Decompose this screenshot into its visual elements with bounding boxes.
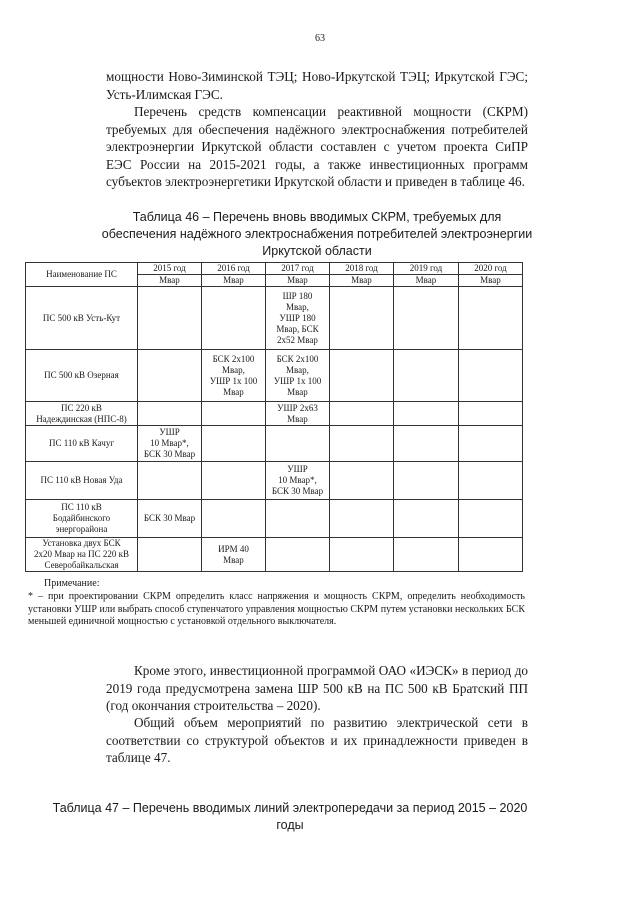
table-cell (202, 462, 266, 500)
table-cell (459, 426, 523, 462)
table-cell: БСК 2х100 Мвар, УШР 1х 100 Мвар (266, 350, 330, 402)
substation-name: ПС 500 кВ Усть-Кут (26, 287, 138, 350)
table-cell (394, 402, 459, 426)
table-cell: ШР 180 Мвар, УШР 180 Мвар, БСК 2х52 Мвар (266, 287, 330, 350)
note-text: * – при проектировании СКРМ определить класс напряжения и мощность СКРМ, определить необходимость установки УШР или выбрать способ ступенчатого управления мощностью СКРМ путем установки нескольких БСК меньшей единичной мощностью с установкой отдельного выключателя. (28, 591, 525, 628)
paragraph-continuation: мощности Ново-Зиминской ТЭЦ; Ново-Иркутской ТЭЦ; Иркутской ГЭС; Усть-Илимская ГЭС. (106, 69, 528, 102)
year-header: 2019 год (394, 263, 459, 275)
table-cell (202, 402, 266, 426)
substation-name: ПС 110 кВ Новая Уда (26, 462, 138, 500)
table-47-caption: Таблица 47 – Перечень вводимых линий электропередачи за период 2015 – 2020 годы (52, 801, 528, 832)
table-cell (202, 287, 266, 350)
table-cell (266, 426, 330, 462)
year-header: 2018 год (330, 263, 394, 275)
table-cell (330, 350, 394, 402)
table-cell: БСК 2х100 Мвар, УШР 1х 100 Мвар (202, 350, 266, 402)
paragraph-skrm-list: Перечень средств компенсации реактивной мощности (СКРМ) требуемых для обеспечения надёжного электроснабжения потребителей электроэнергии Иркутской области составлен с учетом проекта СиПР ЕЭС России на 2015-2021 годы, а также инвестиционных программ субъектов электроэнергетики Иркутской области и приведен в таблице 46. (106, 104, 528, 189)
table-cell (459, 350, 523, 402)
substation-name: ПС 220 кВ Надеждинская (НПС-8) (26, 402, 138, 426)
table-cell (138, 350, 202, 402)
table-cell (330, 538, 394, 572)
year-header: 2020 год (459, 263, 523, 275)
table-cell (459, 538, 523, 572)
table-cell (266, 538, 330, 572)
table-cell (394, 538, 459, 572)
table-46 (25, 262, 523, 572)
unit-header: Мвар (330, 275, 394, 287)
table-cell (266, 500, 330, 538)
table-cell (138, 402, 202, 426)
table-cell (202, 500, 266, 538)
table-cell: УШР 10 Мвар*, БСК 30 Мвар (138, 426, 202, 462)
paragraph-iesk: Кроме этого, инвестиционной программой ОАО «ИЭСК» в период до 2019 года предусмотрена замена ШР 500 кВ на ПС 500 кВ Братский ПП (год окончания строительства – 2020). (106, 663, 528, 713)
table-cell (394, 426, 459, 462)
table-cell (138, 462, 202, 500)
table-row (26, 402, 523, 426)
substation-name: ПС 500 кВ Озерная (26, 350, 138, 402)
unit-header: Мвар (394, 275, 459, 287)
table-cell (138, 538, 202, 572)
note-title: Примечание: (44, 578, 100, 589)
table-row (26, 500, 523, 538)
table-cell: ИРМ 40 Мвар (202, 538, 266, 572)
page-number: 63 (315, 33, 325, 44)
paragraph-total: Общий объем мероприятий по развитию электрической сети в соответствии со структурой объектов и их принадлежности приведен в таблице 47. (106, 715, 528, 765)
table-cell (459, 402, 523, 426)
table-cell (330, 402, 394, 426)
table-46-caption: Таблица 46 – Перечень вновь вводимых СКРМ, требуемых для обеспечения надёжного электроснабжения потребителей электроэнергии Иркутской области (101, 210, 533, 258)
table-cell (202, 426, 266, 462)
table-cell (394, 462, 459, 500)
substation-name: ПС 110 кВ Качуг (26, 426, 138, 462)
substation-name: Установка двух БСК 2х20 Мвар на ПС 220 кВ Северобайкальская (26, 538, 138, 572)
table-cell: УШР 2х63 Мвар (266, 402, 330, 426)
column-header-name: Наименование ПС (26, 263, 138, 287)
unit-header: Мвар (266, 275, 330, 287)
table-row (26, 350, 523, 402)
table-cell: УШР 10 Мвар*, БСК 30 Мвар (266, 462, 330, 500)
table-cell (330, 287, 394, 350)
table-header-years (26, 263, 523, 275)
table-cell (394, 350, 459, 402)
table-cell (459, 462, 523, 500)
table-row (26, 426, 523, 462)
table-cell (459, 500, 523, 538)
table-cell (330, 462, 394, 500)
table-row (26, 287, 523, 350)
table-row (26, 462, 523, 500)
table-cell: БСК 30 Мвар (138, 500, 202, 538)
table-cell (330, 500, 394, 538)
table-cell (459, 287, 523, 350)
unit-header: Мвар (202, 275, 266, 287)
table-cell (394, 287, 459, 350)
year-header: 2015 год (138, 263, 202, 275)
unit-header: Мвар (459, 275, 523, 287)
unit-header: Мвар (138, 275, 202, 287)
table-cell (138, 287, 202, 350)
table-row (26, 538, 523, 572)
year-header: 2016 год (202, 263, 266, 275)
table-cell (330, 426, 394, 462)
table-cell (394, 500, 459, 538)
year-header: 2017 год (266, 263, 330, 275)
substation-name: ПС 110 кВ Бодайбинского энергорайона (26, 500, 138, 538)
